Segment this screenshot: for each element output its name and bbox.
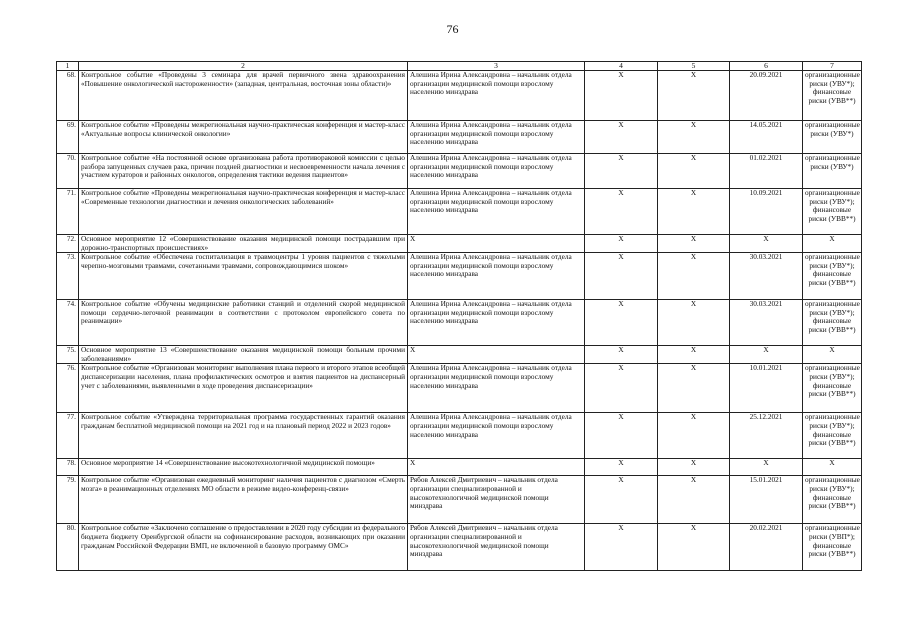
row-number: 79. bbox=[57, 476, 79, 524]
row-responsible: Рябов Алексей Дмитриевич – начальник отдела организации специализированной и высокотехнологичной медицинской помощи минздрава bbox=[408, 524, 585, 571]
row-description: Основное мероприятие 13 «Совершенствование оказания медицинской помощи больным прочими заболеваниями» bbox=[79, 346, 408, 364]
row-responsible: Алешина Ирина Александровна – начальник отдела организации медицинской помощи взрослому населению минздрава bbox=[408, 413, 585, 459]
row-risks: организационные риски (УВУ*); финансовые риски (УВВ**) bbox=[803, 364, 862, 413]
row-date: X bbox=[730, 235, 803, 253]
row-col4: X bbox=[585, 154, 658, 189]
row-col5: X bbox=[658, 154, 730, 189]
row-col4: X bbox=[585, 300, 658, 346]
row-risks: X bbox=[803, 459, 862, 476]
row-date: 20.02.2021 bbox=[730, 524, 803, 571]
row-responsible: Алешина Ирина Александровна – начальник отдела организации медицинской помощи взрослому населению минздрава bbox=[408, 300, 585, 346]
row-date: 30.03.2021 bbox=[730, 300, 803, 346]
header-row bbox=[57, 62, 862, 71]
table-row bbox=[57, 346, 862, 364]
header-cell: 1 bbox=[57, 62, 79, 71]
row-date: 25.12.2021 bbox=[730, 413, 803, 459]
row-risks: организационные риски (УВУ*); финансовые риски (УВВ**) bbox=[803, 253, 862, 300]
row-col5: X bbox=[658, 476, 730, 524]
row-responsible: Алешина Ирина Александровна – начальник отдела организации медицинской помощи взрослому населению минздрава bbox=[408, 154, 585, 189]
row-col4: X bbox=[585, 346, 658, 364]
row-col4: X bbox=[585, 476, 658, 524]
row-number: 80. bbox=[57, 524, 79, 571]
row-col5: X bbox=[658, 300, 730, 346]
row-date: 01.02.2021 bbox=[730, 154, 803, 189]
row-responsible: X bbox=[408, 235, 585, 253]
row-col5: X bbox=[658, 364, 730, 413]
row-risks: организационные риски (УВУ*) bbox=[803, 121, 862, 154]
row-col4: X bbox=[585, 364, 658, 413]
table-row bbox=[57, 235, 862, 253]
row-responsible: Алешина Ирина Александровна – начальник отдела организации медицинской помощи взрослому населению минздрава bbox=[408, 189, 585, 235]
header-cell: 3 bbox=[408, 62, 585, 71]
table-row bbox=[57, 476, 862, 524]
row-number: 75. bbox=[57, 346, 79, 364]
row-date: 15.01.2021 bbox=[730, 476, 803, 524]
row-risks: X bbox=[803, 235, 862, 253]
row-responsible: Алешина Ирина Александровна – начальник отдела организации медицинской помощи взрослому населению минздрава bbox=[408, 253, 585, 300]
row-description: Основное мероприятие 12 «Совершенствование оказания медицинской помощи пострадавшим при дорожно-транспортных происшествиях» bbox=[79, 235, 408, 253]
row-col5: X bbox=[658, 253, 730, 300]
row-responsible: X bbox=[408, 346, 585, 364]
header-cell: 6 bbox=[730, 62, 803, 71]
row-date: X bbox=[730, 346, 803, 364]
row-risks: организационные риски (УВУ*); финансовые риски (УВВ**) bbox=[803, 300, 862, 346]
plan-table bbox=[56, 61, 862, 571]
row-number: 72. bbox=[57, 235, 79, 253]
row-description: Контрольное событие «Проведены межрегиональная научно-практическая конференция и мастер-класс «Современные технологии диагностики и лечения онкологических заболеваний» bbox=[79, 189, 408, 235]
table-row bbox=[57, 71, 862, 121]
row-number: 78. bbox=[57, 459, 79, 476]
table-row bbox=[57, 253, 862, 300]
row-description: Контрольное событие «Организован ежедневный мониторинг наличия пациентов с диагнозом «Смерть мозга» в реанимационных отделениях МО области в режиме видео-конференц-связи» bbox=[79, 476, 408, 524]
row-number: 71. bbox=[57, 189, 79, 235]
row-description: Контрольное событие «Утверждена территориальная программа государственных гарантий оказания гражданам бесплатной медицинской помощи на 2021 год и на плановый период 2022 и 2023 годов» bbox=[79, 413, 408, 459]
row-date: 30.03.2021 bbox=[730, 253, 803, 300]
row-col4: X bbox=[585, 189, 658, 235]
row-date: 14.05.2021 bbox=[730, 121, 803, 154]
row-description: Контрольное событие «Обучены медицинские работники станций и отделений скорой медицинской помощи сердечно-легочной реанимации в соответствии с протоколом европейского совета по реанимации» bbox=[79, 300, 408, 346]
row-col4: X bbox=[585, 235, 658, 253]
header-cell: 7 bbox=[803, 62, 862, 71]
table-row bbox=[57, 121, 862, 154]
row-col4: X bbox=[585, 524, 658, 571]
table-row bbox=[57, 189, 862, 235]
row-description: Контрольное событие «На постоянной основе организована работа противораковой комиссии с целью разбора запущенных случаев рака, причин поздней диагностики и несвоевременности начала лечения с участием кураторов и районных онкологов, определения тактики ведения пациентов» bbox=[79, 154, 408, 189]
row-responsible: Рябов Алексей Дмитриевич – начальник отдела организации специализированной и высокотехнологичной медицинской помощи минздрава bbox=[408, 476, 585, 524]
row-risks: организационные риски (УВУ*); финансовые риски (УВВ**) bbox=[803, 413, 862, 459]
row-number: 76. bbox=[57, 364, 79, 413]
row-col4: X bbox=[585, 459, 658, 476]
header-cell: 2 bbox=[79, 62, 408, 71]
row-description: Контрольное событие «Организован мониторинг выполнения плана первого и второго этапов всеобщей диспансеризации населения, плана профилактических осмотров и взятия пациентов на диспансерный учет с заболеваниями, выявленными в ходе проведения диспансеризации» bbox=[79, 364, 408, 413]
row-risks: организационные риски (УВУ*); финансовые риски (УВВ**) bbox=[803, 189, 862, 235]
row-col5: X bbox=[658, 413, 730, 459]
row-responsible: Алешина Ирина Александровна – начальник отдела организации медицинской помощи взрослому населению минздрава bbox=[408, 121, 585, 154]
table-row bbox=[57, 154, 862, 189]
row-date: 20.09.2021 bbox=[730, 71, 803, 121]
row-number: 68. bbox=[57, 71, 79, 121]
row-date: 10.01.2021 bbox=[730, 364, 803, 413]
row-col5: X bbox=[658, 524, 730, 571]
header-cell: 4 bbox=[585, 62, 658, 71]
table-row bbox=[57, 459, 862, 476]
row-number: 77. bbox=[57, 413, 79, 459]
header-cell: 5 bbox=[658, 62, 730, 71]
row-description: Контрольное событие «Заключено соглашение о предоставлении в 2020 году субсидии из федерального бюджета бюджету Оренбургской области на софинансирование расходов, возникающих при оказании гражданам Российской Федерации ВМП, не включенной в базовую программу ОМС» bbox=[79, 524, 408, 571]
row-responsible: X bbox=[408, 459, 585, 476]
page-number: 76 bbox=[446, 22, 459, 36]
row-col4: X bbox=[585, 71, 658, 121]
row-risks: X bbox=[803, 346, 862, 364]
row-col5: X bbox=[658, 189, 730, 235]
row-col5: X bbox=[658, 71, 730, 121]
row-number: 74. bbox=[57, 300, 79, 346]
row-description: Основное мероприятие 14 «Совершенствование высокотехнологичной медицинской помощи» bbox=[79, 459, 408, 476]
table-row bbox=[57, 413, 862, 459]
row-risks: организационные риски (УВУ*); финансовые риски (УВВ**) bbox=[803, 71, 862, 121]
row-col5: X bbox=[658, 346, 730, 364]
table-row bbox=[57, 300, 862, 346]
table-row bbox=[57, 364, 862, 413]
row-col5: X bbox=[658, 459, 730, 476]
row-col5: X bbox=[658, 235, 730, 253]
table-row bbox=[57, 524, 862, 571]
row-risks: организационные риски (УВУ*) bbox=[803, 154, 862, 189]
row-col4: X bbox=[585, 121, 658, 154]
row-responsible: Алешина Ирина Александровна – начальник отдела организации медицинской помощи взрослому населению минздрава bbox=[408, 364, 585, 413]
row-description: Контрольное событие «Проведены межрегиональная научно-практическая конференция и мастер-класс «Актуальные вопросы клинической онкологии» bbox=[79, 121, 408, 154]
row-col4: X bbox=[585, 253, 658, 300]
row-risks: организационные риски (УВП*); финансовые риски (УВВ**) bbox=[803, 524, 862, 571]
row-number: 73. bbox=[57, 253, 79, 300]
row-description: Контрольное событие «Обеспечена госпитализация в травмоцентры 1 уровня пациентов с тяжелыми черепно-мозговыми травмами, сочетанными травмами, сопровождающимися шоком» bbox=[79, 253, 408, 300]
row-col5: X bbox=[658, 121, 730, 154]
row-col4: X bbox=[585, 413, 658, 459]
row-date: 10.09.2021 bbox=[730, 189, 803, 235]
row-date: X bbox=[730, 459, 803, 476]
row-description: Контрольное событие «Проведены 3 семинара для врачей первичного звена здравоохранения «Повышение онкологической настороженности» (западная, центральная, восточная зоны области)» bbox=[79, 71, 408, 121]
row-number: 70. bbox=[57, 154, 79, 189]
row-risks: организационные риски (УВУ*); финансовые риски (УВВ**) bbox=[803, 476, 862, 524]
row-responsible: Алешина Ирина Александровна – начальник отдела организации медицинской помощи взрослому населению минздрава bbox=[408, 71, 585, 121]
row-number: 69. bbox=[57, 121, 79, 154]
